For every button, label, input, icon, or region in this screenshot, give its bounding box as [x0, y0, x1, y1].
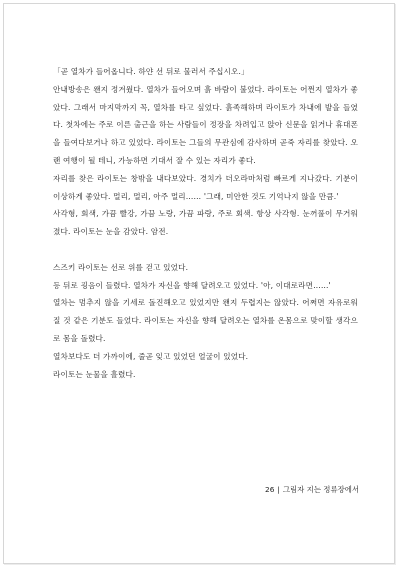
paragraph-window: 자리를 찾은 라이토는 창밖을 내다보았다. 경치가 더오라마처럼 빠르게 지나갔다. 기분이 이상하게 좋았다. 멀리, 멀리, 아주 멀리…… '그래, 미안한 것도 기억나지 않을 만큼.'	[53, 173, 358, 201]
paragraph-boarding: 안내방송은 왠지 정겨웠다. 열차가 들어오며 흙 바람이 불었다. 라이토는 어쩐지 열차가 좋았다. 그래서 마지막까지 꼭, 열차를 타고 싶었다. 흙족해하며 라이토가 차내에 발을 들였다. 첫차에는 주로 이른 출근을 하는 사람들이 정장을 차려입고 앉아 신문을 읽거나 휴대폰을 들여다보거나 하고 있었다. 라이토는 그들의 무관심에 감사하며 곧죽 자리를 찾았다. 오랜 여행이 될 테니, 가능하면 기대서 잘 수 있는 자리가 좋다.	[53, 84, 358, 165]
paragraph-face: 열차보다도 더 가까이에, 줄곧 잊고 있었던 얼굴이 있었다.	[53, 351, 249, 361]
paragraph-train-approach: 열차는 멈추지 않을 기세로 돌진해오고 있었지만 왠지 두렵지는 않았다. 어쩌면 자유로워질 것 같은 기분도 들었다. 라이토는 자신을 향해 달려오는 열차를 온몸으로 맞이할 생각으로 몸을 돌렸다.	[53, 298, 358, 343]
paragraph-shapes: 사각형, 회색, 가끔 빨강, 가끔 노랑, 가끔 파랑, 주로 회색. 항상 사각형. 눈꺼풀이 무거워졌다. 라이토는 눈을 감았다. 암전.	[53, 209, 358, 237]
body-text	[53, 63, 358, 383]
paragraph-roar: 등 뒤로 굉음이 들렸다. 열차가 자신을 향해 달려오고 있었다. '아, 이대로라면……'	[53, 280, 331, 290]
paragraph-tracks: 스즈키 라이토는 선로 위를 걷고 있었다.	[53, 262, 189, 272]
page-number: 26	[265, 485, 275, 494]
book-title: 그림자 지는 정류장에서	[282, 485, 359, 494]
section-break	[53, 241, 358, 259]
paragraph-announcement: 「곧 열차가 들어옵니다. 하얀 선 뒤로 물러서 주십시오.」	[53, 67, 249, 76]
footer-separator: |	[277, 485, 280, 494]
paragraph-tears: 라이토는 눈물을 흘렸다.	[53, 369, 136, 379]
